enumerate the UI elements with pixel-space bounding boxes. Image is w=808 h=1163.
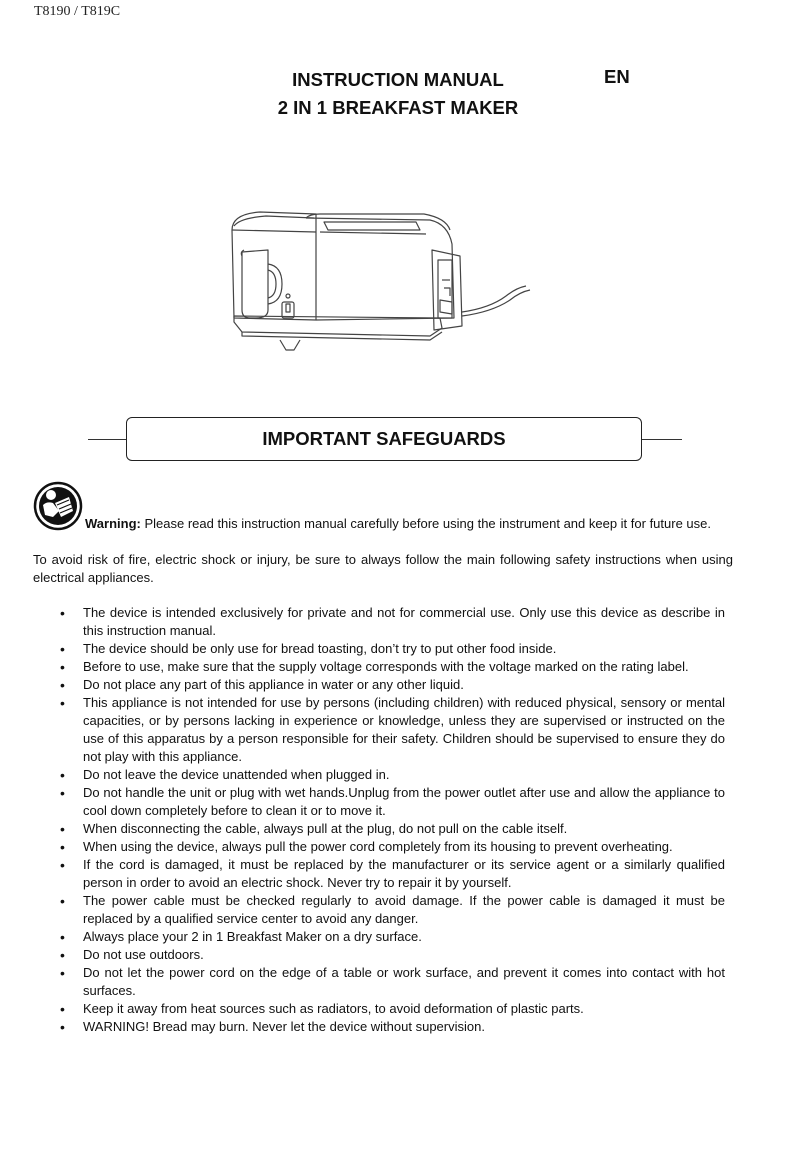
list-item: • Do not handle the unit or plug with wet hands.Unplug from the power outlet after use and allow the appliance to cool down completely before to clean it or to move it. bbox=[33, 784, 725, 820]
section-heading: IMPORTANT SAFEGUARDS bbox=[126, 417, 642, 461]
document-title bbox=[0, 66, 808, 122]
safeguards-list bbox=[33, 604, 725, 1036]
list-item: • Do not let the power cord on the edge of a table or work surface, and prevent it comes into contact with hot surfaces. bbox=[33, 964, 725, 1000]
list-item: • If the cord is damaged, it must be replaced by the manufacturer or its service agent or a similarly qualified person in order to avoid an electric shock. Never try to repair it by yourself. bbox=[33, 856, 725, 892]
list-item: • When using the device, always pull the power cord completely from its housing to prevent overheating. bbox=[33, 838, 725, 856]
intro-paragraph: To avoid risk of fire, electric shock or injury, be sure to always follow the main following safety instructions when using electrical appliances. bbox=[33, 552, 733, 585]
list-item: • The device should be only use for bread toasting, don’t try to put other food inside. bbox=[33, 640, 725, 658]
list-item: • The device is intended exclusively for private and not for commercial use. Only use this device as describe in this instruction manual. bbox=[33, 604, 725, 640]
heading-rule-right bbox=[642, 439, 682, 440]
list-item: • WARNING! Bread may burn. Never let the device without supervision. bbox=[33, 1018, 725, 1036]
list-item: • Do not place any part of this appliance in water or any other liquid. bbox=[33, 676, 725, 694]
list-item: • The power cable must be checked regularly to avoid damage. If the power cable is damaged it must be replaced by a qualified service center to avoid any danger. bbox=[33, 892, 725, 928]
list-item: • Before to use, make sure that the supply voltage corresponds with the voltage marked on the rating label. bbox=[33, 658, 725, 676]
warning-label: Warning: bbox=[85, 516, 141, 531]
list-item: • Do not use outdoors. bbox=[33, 946, 725, 964]
language-tag: EN bbox=[604, 66, 630, 87]
warning-statement bbox=[85, 516, 711, 531]
heading-rule-left bbox=[88, 439, 126, 440]
list-item: • This appliance is not intended for use by persons (including children) with reduced physical, sensory or mental capacities, or by persons lacking in experience or knowledge, unless they are supervised or instructed on the use of this apparatus by a person responsible for their safety. Children should be supervised to ensure they do not play with this appliance. bbox=[33, 694, 725, 766]
list-item: • When disconnecting the cable, always pull at the plug, do not pull on the cable itself. bbox=[33, 820, 725, 838]
title-line-2: 2 IN 1 BREAKFAST MAKER bbox=[277, 97, 519, 118]
read-manual-icon bbox=[33, 481, 83, 531]
warning-text: Please read this instruction manual carefully before using the instrument and keep it for future use. bbox=[140, 516, 711, 531]
list-item: • Do not leave the device unattended when plugged in. bbox=[33, 766, 725, 784]
list-item: • Always place your 2 in 1 Breakfast Maker on a dry surface. bbox=[33, 928, 725, 946]
model-code: T8190 / T819C bbox=[34, 4, 121, 19]
title-line-1: INSTRUCTION MANUAL bbox=[292, 69, 504, 90]
list-item: • Keep it away from heat sources such as radiators, to avoid deformation of plastic parts. bbox=[33, 1000, 725, 1018]
breakfast-maker-illustration bbox=[220, 200, 540, 360]
